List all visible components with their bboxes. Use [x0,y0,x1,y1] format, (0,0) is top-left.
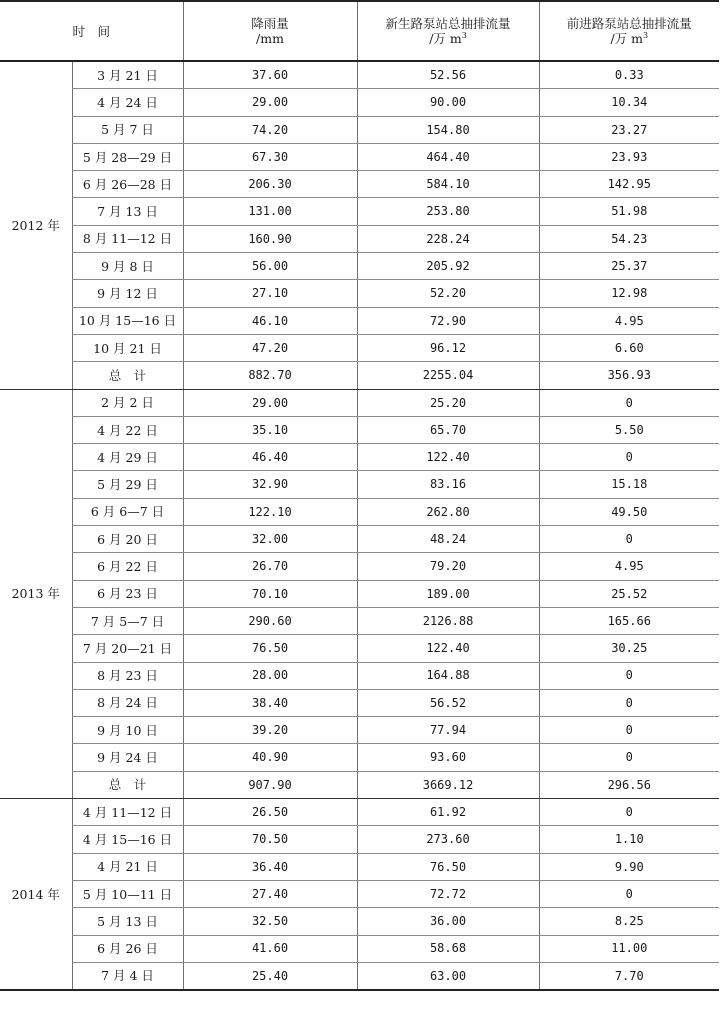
xinsheng-cell: 90.00 [357,89,539,116]
date-cell: 4 月 21 日 [72,853,183,880]
table-row [0,280,719,307]
date-cell: 6 月 26—28 日 [72,171,183,198]
header-qianjin-title: 前进路泵站总抽排流量 [566,15,692,31]
xinsheng-cell: 2126.88 [357,607,539,634]
date-cell: 8 月 11—12 日 [72,225,183,252]
date-cell: 9 月 12 日 [72,280,183,307]
xinsheng-cell: 48.24 [357,526,539,553]
table-row [0,935,719,962]
date-cell: 5 月 10—11 日 [72,880,183,907]
date-cell: 总 计 [72,771,183,798]
rainfall-cell: 26.50 [183,799,357,826]
table-row [0,143,719,170]
table-row [0,89,719,116]
year-cell: 2013 年 [0,389,72,798]
xinsheng-cell: 584.10 [357,171,539,198]
rainfall-cell: 70.10 [183,580,357,607]
qianjin-cell: 8.25 [539,908,719,935]
table-row [0,826,719,853]
header-rainfall-title: 降雨量 [251,16,289,31]
xinsheng-cell: 52.20 [357,280,539,307]
header-xinsheng-unit-sup: 3 [461,30,467,40]
xinsheng-cell: 2255.04 [357,362,539,389]
rainfall-cell: 40.90 [183,744,357,771]
qianjin-cell: 7.70 [539,962,719,990]
xinsheng-cell: 205.92 [357,253,539,280]
table-row [0,635,719,662]
header-qianjin-unit-sup: 3 [642,30,649,40]
rainfall-cell: 27.40 [183,880,357,907]
table-row [0,362,719,389]
rainfall-cell: 27.10 [183,280,357,307]
year-cell: 2014 年 [0,799,72,991]
date-cell: 4 月 29 日 [72,444,183,471]
date-cell: 7 月 13 日 [72,198,183,225]
date-cell: 5 月 28—29 日 [72,143,183,170]
rainfall-cell: 41.60 [183,935,357,962]
date-cell: 6 月 6—7 日 [72,498,183,525]
table-body [0,61,719,990]
table-row [0,580,719,607]
xinsheng-cell: 154.80 [357,116,539,143]
xinsheng-cell: 56.52 [357,689,539,716]
table-row [0,689,719,716]
rainfall-cell: 35.10 [183,416,357,443]
table-row [0,717,719,744]
table-row [0,253,719,280]
date-cell: 5 月 7 日 [72,116,183,143]
xinsheng-cell: 262.80 [357,498,539,525]
date-cell: 9 月 10 日 [72,717,183,744]
xinsheng-cell: 79.20 [357,553,539,580]
qianjin-cell: 9.90 [539,853,719,880]
rainfall-cell: 39.20 [183,717,357,744]
rainfall-cell: 32.00 [183,526,357,553]
xinsheng-cell: 96.12 [357,334,539,361]
header-time [0,1,183,61]
table-row [0,771,719,798]
qianjin-cell: 0 [539,717,719,744]
qianjin-cell: 54.23 [539,225,719,252]
header-rainfall [183,1,357,61]
table-row [0,334,719,361]
rainfall-cell: 37.60 [183,61,357,89]
xinsheng-cell: 253.80 [357,198,539,225]
header-xinsheng-title: 新生路泵站总抽排流量 [385,15,511,31]
rainfall-cell: 76.50 [183,635,357,662]
date-cell: 6 月 20 日 [72,526,183,553]
date-cell: 7 月 20—21 日 [72,635,183,662]
date-cell: 3 月 21 日 [72,61,183,89]
header-time-label: 时 间 [72,23,111,39]
date-cell: 10 月 15—16 日 [72,307,183,334]
rainfall-cell: 47.20 [183,334,357,361]
date-cell: 6 月 23 日 [72,580,183,607]
xinsheng-cell: 63.00 [357,962,539,990]
rainfall-cell: 160.90 [183,225,357,252]
date-cell: 5 月 13 日 [72,908,183,935]
xinsheng-cell: 36.00 [357,908,539,935]
table-row [0,553,719,580]
qianjin-cell: 23.27 [539,116,719,143]
table-row [0,799,719,826]
qianjin-cell: 25.37 [539,253,719,280]
table-row [0,61,719,89]
table-row [0,607,719,634]
qianjin-cell: 165.66 [539,607,719,634]
rainfall-cell: 206.30 [183,171,357,198]
date-cell: 8 月 24 日 [72,689,183,716]
table-row [0,662,719,689]
date-cell: 10 月 21 日 [72,334,183,361]
header-qianjin-unit-line [540,31,720,46]
table-header-row [0,1,719,61]
qianjin-cell: 4.95 [539,307,719,334]
xinsheng-cell: 52.56 [357,61,539,89]
table-row [0,853,719,880]
header-xinsheng [357,1,539,61]
rainfall-cell: 290.60 [183,607,357,634]
xinsheng-cell: 83.16 [357,471,539,498]
qianjin-cell: 0.33 [539,61,719,89]
table-row [0,198,719,225]
xinsheng-cell: 58.68 [357,935,539,962]
table-row [0,471,719,498]
qianjin-cell: 296.56 [539,771,719,798]
table-row [0,744,719,771]
rainfall-cell: 28.00 [183,662,357,689]
qianjin-cell: 51.98 [539,198,719,225]
qianjin-cell: 0 [539,799,719,826]
xinsheng-cell: 93.60 [357,744,539,771]
rainfall-cell: 46.10 [183,307,357,334]
xinsheng-cell: 61.92 [357,799,539,826]
qianjin-cell: 0 [539,744,719,771]
xinsheng-cell: 77.94 [357,717,539,744]
xinsheng-cell: 65.70 [357,416,539,443]
date-cell: 4 月 11—12 日 [72,799,183,826]
table-row [0,880,719,907]
xinsheng-cell: 25.20 [357,389,539,416]
rainfall-cell: 32.90 [183,471,357,498]
qianjin-cell: 23.93 [539,143,719,170]
rainfall-cell: 56.00 [183,253,357,280]
table-row [0,171,719,198]
xinsheng-cell: 72.90 [357,307,539,334]
rainfall-cell: 25.40 [183,962,357,990]
table-row [0,116,719,143]
qianjin-cell: 0 [539,389,719,416]
rainfall-cell: 29.00 [183,89,357,116]
table-row [0,444,719,471]
qianjin-cell: 25.52 [539,580,719,607]
xinsheng-cell: 76.50 [357,853,539,880]
rainfall-cell: 32.50 [183,908,357,935]
header-xinsheng-unit: /万 m [429,31,462,47]
rainfall-cell: 122.10 [183,498,357,525]
rainfall-cell: 70.50 [183,826,357,853]
rainfall-cell: 882.70 [183,362,357,389]
date-cell: 2 月 2 日 [72,389,183,416]
qianjin-cell: 0 [539,880,719,907]
date-cell: 4 月 24 日 [72,89,183,116]
rainfall-cell: 67.30 [183,143,357,170]
table-row [0,225,719,252]
date-cell: 4 月 22 日 [72,416,183,443]
xinsheng-cell: 122.40 [357,635,539,662]
rainfall-cell: 46.40 [183,444,357,471]
rainfall-cell: 29.00 [183,389,357,416]
qianjin-cell: 0 [539,662,719,689]
qianjin-cell: 12.98 [539,280,719,307]
rainfall-cell: 74.20 [183,116,357,143]
xinsheng-cell: 122.40 [357,444,539,471]
rainfall-cell: 38.40 [183,689,357,716]
year-cell: 2012 年 [0,61,72,389]
qianjin-cell: 356.93 [539,362,719,389]
xinsheng-cell: 164.88 [357,662,539,689]
xinsheng-cell: 72.72 [357,880,539,907]
date-cell: 总 计 [72,362,183,389]
table-row [0,526,719,553]
xinsheng-cell: 464.40 [357,143,539,170]
date-cell: 6 月 26 日 [72,935,183,962]
table-row [0,307,719,334]
date-cell: 8 月 23 日 [72,662,183,689]
qianjin-cell: 11.00 [539,935,719,962]
date-cell: 9 月 24 日 [72,744,183,771]
rainfall-cell: 131.00 [183,198,357,225]
qianjin-cell: 1.10 [539,826,719,853]
qianjin-cell: 0 [539,444,719,471]
table-row [0,389,719,416]
rainfall-cell: 26.70 [183,553,357,580]
qianjin-cell: 10.34 [539,89,719,116]
qianjin-cell: 30.25 [539,635,719,662]
date-cell: 7 月 4 日 [72,962,183,990]
qianjin-cell: 142.95 [539,171,719,198]
xinsheng-cell: 3669.12 [357,771,539,798]
header-qianjin [539,1,719,61]
date-cell: 5 月 29 日 [72,471,183,498]
header-xinsheng-unit-line [358,31,539,46]
xinsheng-cell: 273.60 [357,826,539,853]
qianjin-cell: 6.60 [539,334,719,361]
header-qianjin-unit: /万 m [610,31,643,47]
xinsheng-cell: 189.00 [357,580,539,607]
rainfall-cell: 907.90 [183,771,357,798]
table-row [0,962,719,990]
table-row [0,908,719,935]
date-cell: 6 月 22 日 [72,553,183,580]
qianjin-cell: 0 [539,689,719,716]
qianjin-cell: 15.18 [539,471,719,498]
rainfall-cell: 36.40 [183,853,357,880]
qianjin-cell: 4.95 [539,553,719,580]
date-cell: 9 月 8 日 [72,253,183,280]
table-row [0,498,719,525]
header-rainfall-unit: /mm [256,31,284,46]
qianjin-cell: 0 [539,526,719,553]
date-cell: 4 月 15—16 日 [72,826,183,853]
date-cell: 7 月 5—7 日 [72,607,183,634]
qianjin-cell: 5.50 [539,416,719,443]
table-row [0,416,719,443]
qianjin-cell: 49.50 [539,498,719,525]
xinsheng-cell: 228.24 [357,225,539,252]
